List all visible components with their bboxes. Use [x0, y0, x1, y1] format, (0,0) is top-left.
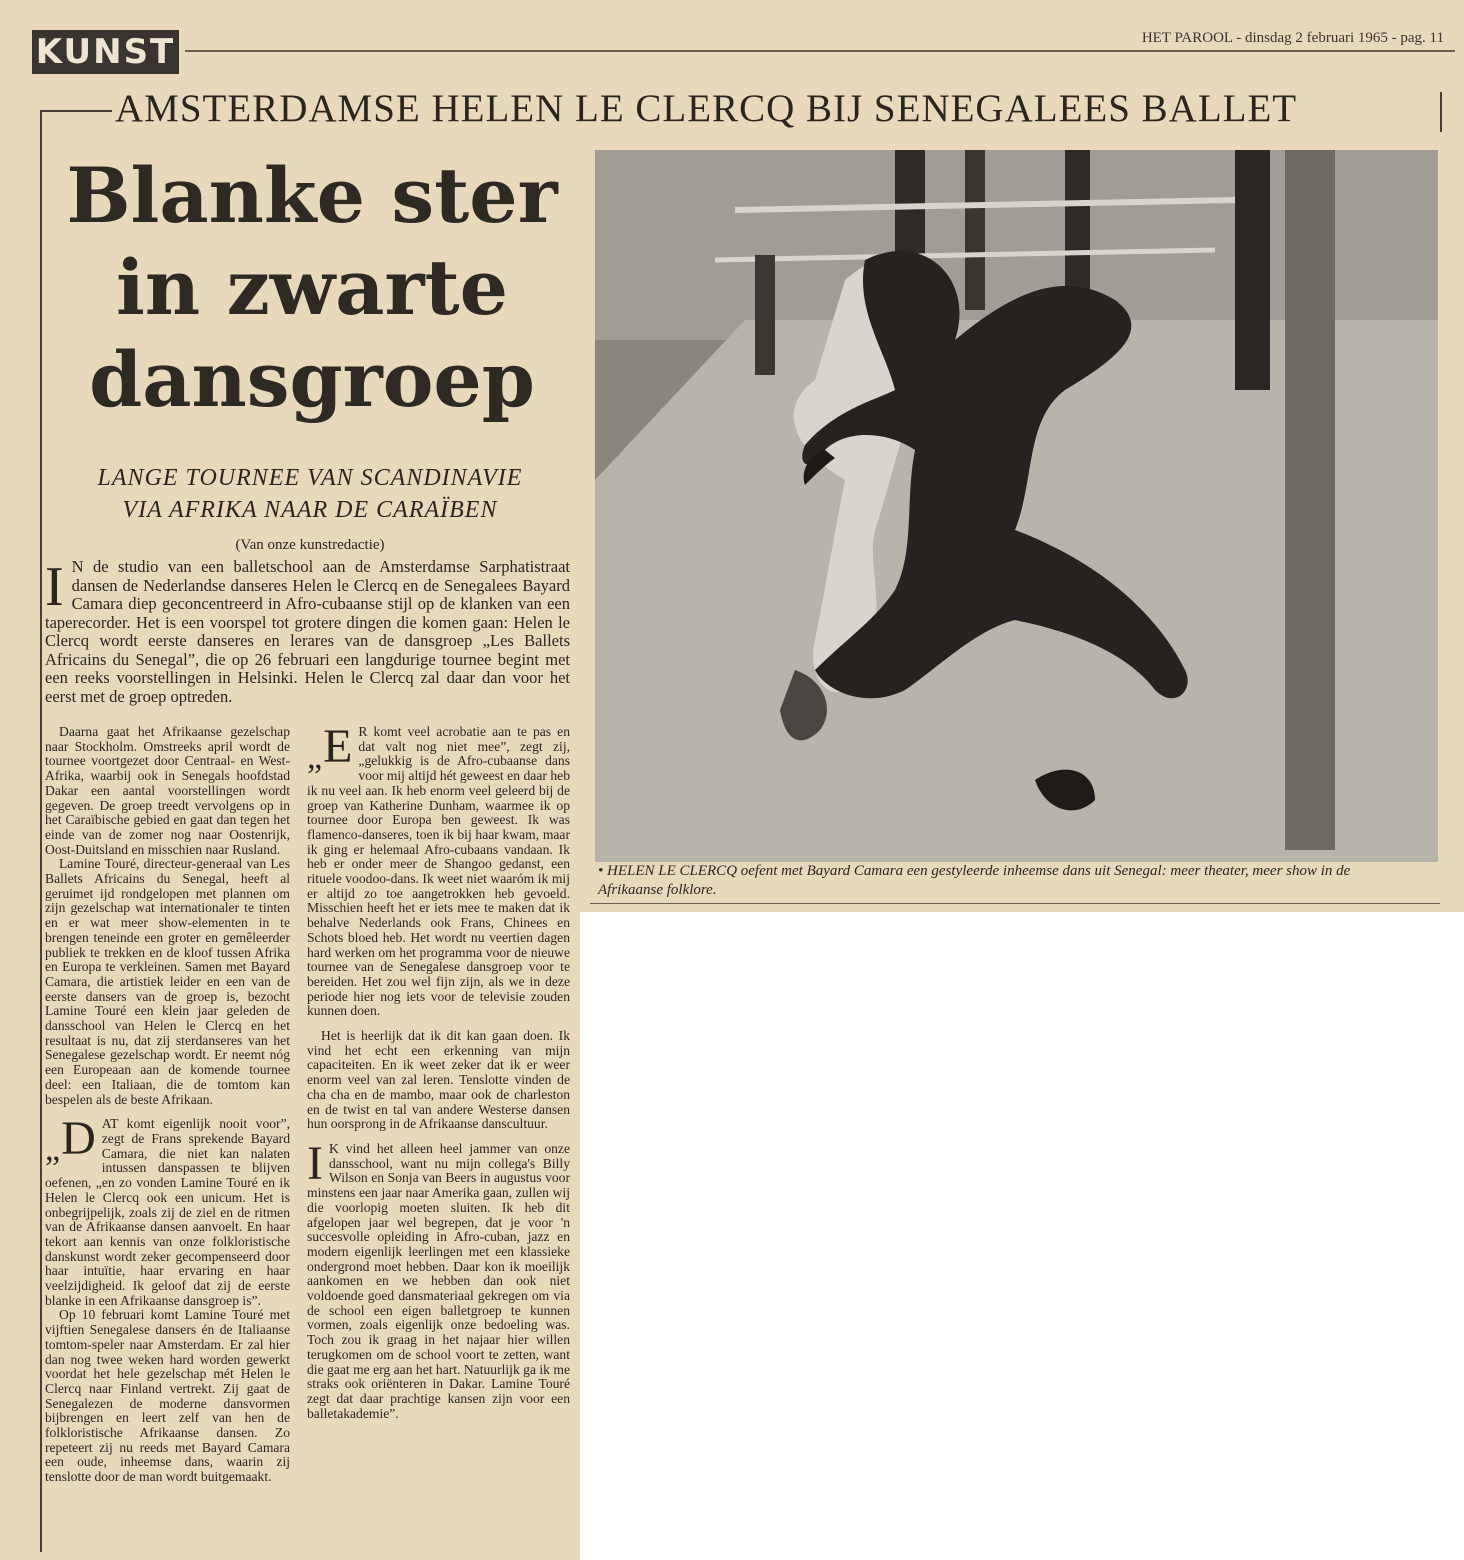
drop-initial: „E: [307, 720, 353, 776]
lead-paragraph: [45, 558, 570, 706]
paragraph: Het is heerlijk dat ik dit kan gaan doen. Ik vind het echt een erkenning van mijn capaciteiten. En ik weet zeker dat ik er weer enorm veel van zal leren. Tenslotte vinden de cha cha en de mambo, maar ook de charleston en de twist en tal van andere Westerse dansen hun oorsprong in de Afrikaanse danscultuur.: [307, 1028, 570, 1132]
page-ident: HET PAROOL - dinsdag 2 februari 1965 - pag. 11: [1141, 30, 1444, 46]
article-column-left: [45, 725, 290, 1485]
headline-line: in zwarte: [116, 243, 508, 332]
column-rule: [40, 112, 42, 1552]
section-label: KUNST: [32, 30, 179, 74]
paragraph-with-initial: „E R komt veel acrobatie aan te pas en dat valt nog niet mee”, zegt zij, „gelukkig is de Afro-cubaanse dans voor mij altijd hét geweest en daar heb ik nu veel aan. Ik heb enorm veel geleerd bij de groep van Katherine Dunham, waarmee ik op tournee door Europa ben geweest. Ik was flamenco-danseres, toen ik bij haar kwam, maar ik ging er helemaal Afro-cubaans vandaan. Ik heb er onder meer de Shangoo gedanst, een rituele voodoo-dans. Ik weet niet waaróm ik mij er altijd zo toe aangetrokken heb gevoeld. Misschien heeft het er iets mee te maken dat ik behalve Nederlands ook Frans, Chinees en Schots bloed heb. Het wordt nu veertien dagen hard werken om het programma voor de nieuwe tournee van de Senegalese dansgroep voor te bereiden. Het zou wel fijn zijn, als we in deze periode hier nog iets voor de televisie zouden kunnen doen.: [307, 720, 570, 1019]
paragraph: Daarna gaat het Afrikaanse gezelschap naar Stockholm. Omstreeks april wordt de tournee voortgezet door Centraal- en West-Afrika, waarbij ook in Senegals hoofdstad Dakar een aantal voorstellingen wordt gegeven. De groep treedt vervolgens op in het Caraïbische gebied en gaat dan tegen het einde van de zomer nog naar Oostenrijk, Oost-Duitsland en misschien naar Rusland.: [45, 724, 290, 857]
headline: [52, 150, 572, 426]
dance-photo-illustration: [595, 150, 1438, 862]
kicker-rule-right: [1440, 92, 1442, 132]
drop-initial: „D: [45, 1112, 96, 1169]
kicker-rule-left: [40, 110, 112, 112]
headline-line: dansgroep: [89, 335, 535, 424]
lead-text: N de studio van een balletschool aan de Amsterdamse Sarphatistraat dansen de Nederlandse danseres Helen le Clercq en de Senegalees Bayard Camara diep geconcentreerd in Afro-cubaanse stijl op de klanken van een taperecorder. Het is een voorspel tot grotere dingen die komen gaan: Helen le Clercq wordt eerste danseres en lerares van de dansgroep „Les Ballets Africains du Senegal”, die op 26 februari een langdurige tournee begint met een reeks voorstellingen in Helsinki. Helen le Clercq zal daar dan voor het eerst met de groep optreden.: [45, 557, 570, 706]
paragraph: Op 10 februari komt Lamine Touré met vijftien Senegalese dansers én de Italiaanse tomtom-speler naar Amsterdam. Er zal hier dan nog twee weken hard worden gewerkt voordat het hele gezelschap mét Helen le Clercq naar Finland vertrekt. Zij gaat de Senegalezen de moderne dansvormen bijbrengen en leert zelf van hen de folkloristische Afrikaanse dansen. Zo repeteert zij nu reeds met Bayard Camara een oude, inheemse dans, waarin zij tenslotte door de man wordt buitgemaakt.: [45, 1307, 290, 1485]
article-column-right: [307, 720, 570, 1421]
header-rule: [185, 50, 1455, 52]
paragraph: Lamine Touré, directeur-generaal van Les Ballets Africains du Senegal, heeft al geruimet ijd rondgelopen met plannen om zijn gezelschap wat internationaler te tinten en er wat meer show-elementen in te brengen teneinde een groter en gemêleerder publiek te trekken en de kloof tussen Afrika en Europa te verkleinen. Samen met Bayard Camara, die artistiek leider en een van de eerste dansers van de groep is, bezocht Lamine Touré een klein jaar geleden de dansschool van Helen le Clercq en het resultaat is nu, dat zij sterdanseres van het Senegalese gezelschap wordt. Er neemt nóg een Europeaan aan de komende tournee deel: een Italiaan, die de tomtom kan bespelen als de beste Afrikaan.: [45, 856, 290, 1107]
byline: (Van onze kunstredactie): [235, 537, 385, 553]
headline-line: Blanke ster: [66, 151, 558, 240]
drop-initial: I: [307, 1136, 323, 1190]
dance-photo: [595, 150, 1438, 862]
caption-rule: [590, 903, 1440, 904]
subhead-line: LANGE TOURNEE VAN SCANDINAVIE: [97, 465, 523, 491]
subhead-line: VIA AFRIKA NAAR DE CARAÏBEN: [122, 497, 498, 523]
kicker-headline: AMSTERDAMSE HELEN LE CLERCQ BIJ SENEGALEES BALLET: [115, 87, 1298, 130]
lead-dropcap: I: [45, 556, 64, 618]
paragraph-with-initial: I K vind het alleen heel jammer van onze dansschool, want nu mijn collega's Billy Wilson en Sonja van Beers in augustus voor minstens een jaar naar Amerika gaan, zullen wij die voorlopig moeten sluiten. Ik heb dit afgelopen jaar wel begrepen, dat je voor 'n succesvolle opleiding in Afro-cuban, jazz en modern eigenlijk leerlingen met een klassieke ondergrond moet hebben. Daar kon ik moeilijk aankomen en we hebben dan ook niet voldoende goed dansmateriaal gekregen om via de school een eigen balletgroep te kunnen vormen, zoals eigenlijk onze bedoeling was. Toch zou ik graag in het najaar hier willen terugkomen om de school voort te zetten, want die gaat me erg aan het hart. Natuurlijk ga ik me straks ook oriënteren in Dakar. Lamine Touré zegt dat daar prachtige kansen zijn voor een balletakademie”.: [307, 1136, 570, 1421]
photo-caption: • HELEN LE CLERCQ oefent met Bayard Camara een gestyleerde inheemse dans uit Senegal: meer theater, meer show in de Afrikaanse folklore.: [598, 863, 1351, 898]
subheadline: [45, 462, 575, 526]
paragraph-with-initial: „D AT komt eigenlijk nooit voor”, zegt de Frans sprekende Bayard Camara, die niet kan nalaten intussen danspassen te blijven oefenen, „en zo vonden Lamine Touré en ik Helen le Clercq ook een unicum. Het is onbegrijpelijk, zoals zij de ziel en de ritmen van de Afrikaanse dansen aanvoelt. En haar tekort aan kennis van onze folkloristische danskunst wordt zeker gecompenseerd door haar intuïtie, haar ervaring en haar veelzijdigheid. Ik geloof dat zij de eerste blanke in een Afrikaanse dansgroep is”.: [45, 1112, 290, 1308]
